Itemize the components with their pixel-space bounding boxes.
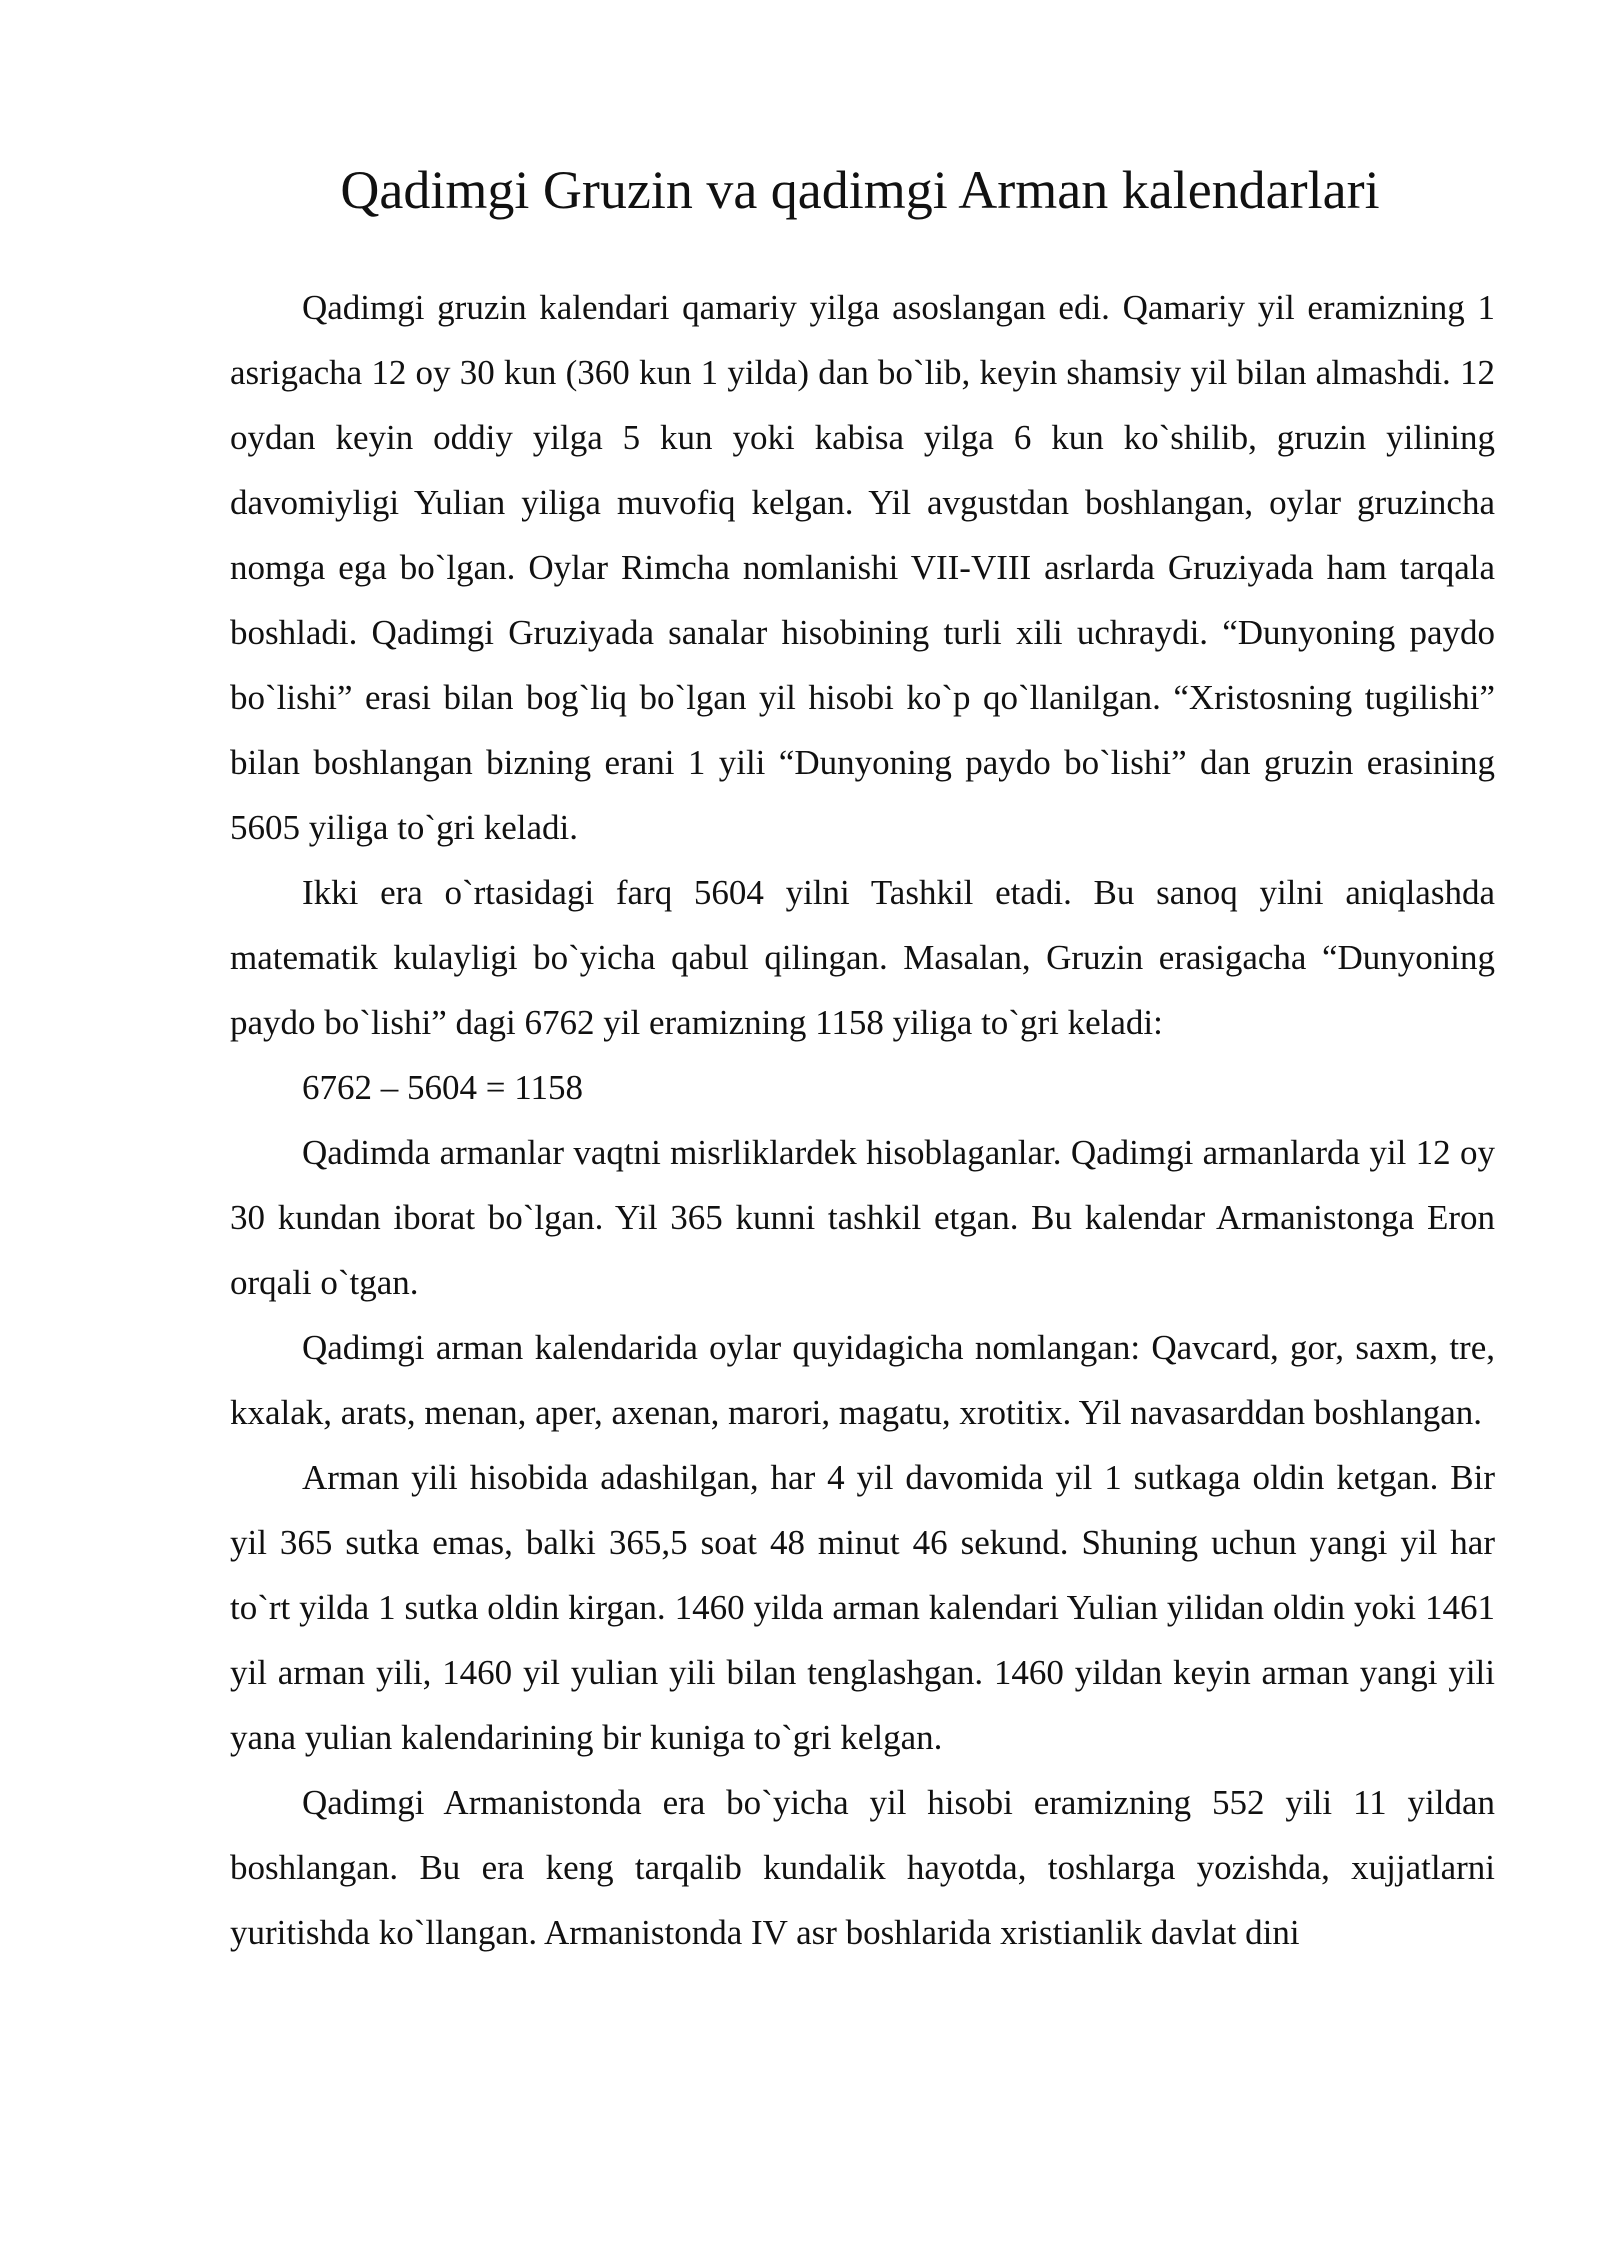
formula-line: 6762 – 5604 = 1158 [302,1068,583,1107]
paragraph-armenian-months: Qadimgi arman kalendarida oylar quyidagicha nomlangan: Qavcard, gor, saxm, tre, kxalak, arats, menan, aper, axenan, marori, magatu, xrotitix. Yil navasarddan boshlangan. [230,1328,1495,1432]
page-title: Qadimgi Gruzin va qadimgi Arman kalendarlari [340,160,1380,220]
paragraph-armenian-year-drift: Arman yili hisobida adashilgan, har 4 yil davomida yil 1 sutkaga oldin ketgan. Bir yil 365 sutka emas, balki 365,5 soat 48 minut 46 sekund. Shuning uchun yangi yil har to`rt yilda 1 sutka oldin kirgan. 1460 yilda arman kalendari Yulian yilidan oldin yoki 1461 yil arman yili, 1460 yil yulian yili bilan tenglashgan. 1460 yildan keyin arman yangi yili yana yulian kalendarining bir kuniga to`gri kelgan. [230,1458,1495,1757]
paragraph-georgian-calendar: Qadimgi gruzin kalendari qamariy yilga asoslangan edi. Qamariy yil eramizning 1 asrigacha 12 oy 30 kun (360 kun 1 yilda) dan bo`lib, keyin shamsiy yil bilan almashdi. 12 oydan keyin oddiy yilga 5 kun yoki kabisa yilga 6 kun ko`shilib, gruzin yilining davomiyligi Yulian yiliga muvofiq kelgan. Yil avgustdan boshlangan, oylar gruzincha nomga ega bo`lgan. Oylar Rimcha nomlanishi VII-VIII asrlarda Gruziyada ham tarqala boshladi. Qadimgi Gruziyada sanalar hisobining turli xili uchraydi. “Dunyoning paydo bo`lishi” erasi bilan bog`liq bo`lgan yil hisobi ko`p qo`llanilgan. “Xristosning tugilishi” bilan boshlangan bizning erani 1 yili “Dunyoning paydo bo`lishi” dan gruzin erasining 5605 yiliga to`gri keladi. [230,288,1495,847]
document-body [230,275,1495,1965]
paragraph-armenian-calendar: Qadimda armanlar vaqtni misrliklardek hisoblaganlar. Qadimgi armanlarda yil 12 oy 30 kundan iborat bo`lgan. Yil 365 kunni tashkil etgan. Bu kalendar Armanistonga Eron orqali o`tgan. [230,1133,1495,1302]
paragraph-armenian-era: Qadimgi Armanistonda era bo`yicha yil hisobi eramizning 552 yili 11 yildan boshlangan. Bu era keng tarqalib kundalik hayotda, toshlarga yozishda, xujjatlarni yuritishda ko`llangan. Armanistonda IV asr boshlarida xristianlik davlat dini [230,1783,1495,1952]
paragraph-era-difference: Ikki era o`rtasidagi farq 5604 yilni Tashkil etadi. Bu sanoq yilni aniqlashda matematik kulayligi bo`yicha qabul qilingan. Masalan, Gruzin erasigacha “Dunyoning paydo bo`lishi” dagi 6762 yil eramizning 1158 yiliga to`gri keladi: [230,873,1495,1042]
